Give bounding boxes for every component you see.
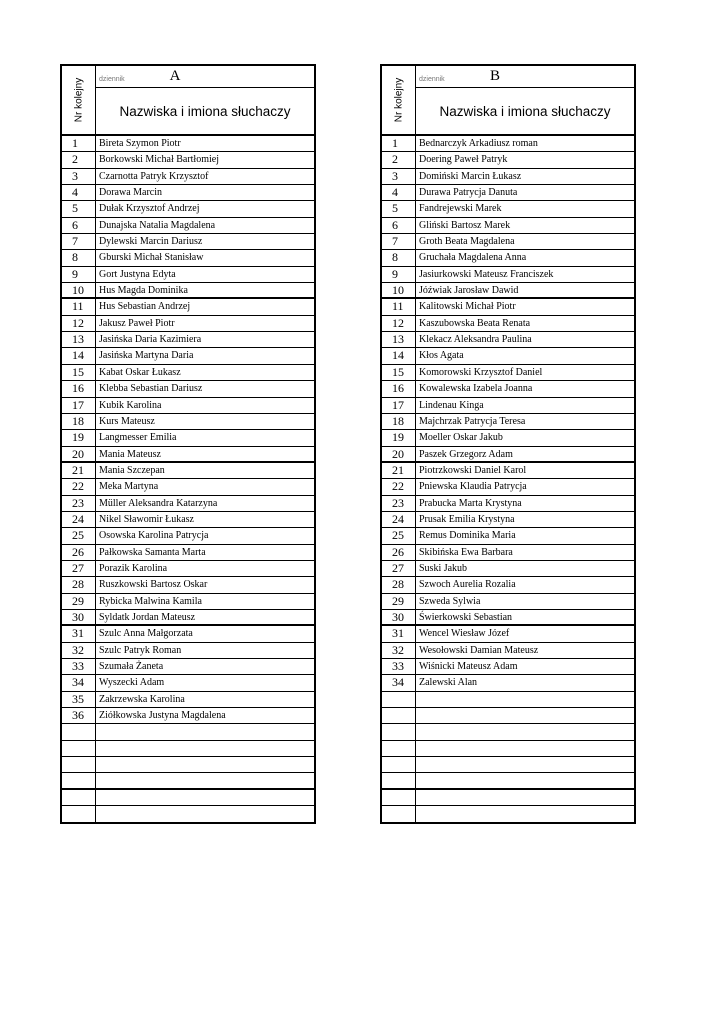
table-row	[62, 741, 314, 757]
student-name: Mania Mateusz	[99, 448, 161, 460]
table-row	[62, 299, 314, 315]
table-row	[382, 414, 634, 430]
student-name	[416, 773, 634, 787]
row-number: 6	[382, 218, 416, 233]
table-row	[382, 577, 634, 593]
student-name: Jakusz Paweł Piotr	[99, 317, 175, 329]
student-name: Dułak Krzysztof Andrzej	[99, 203, 200, 215]
student-name: Paszek Grzegorz Adam	[419, 448, 513, 460]
table-row	[62, 283, 314, 299]
row-number: 31	[62, 626, 96, 641]
row-number: 19	[382, 430, 416, 445]
student-name	[416, 741, 634, 756]
student-name: Zakrzewska Karolina	[99, 693, 185, 705]
student-name: Jóźwiak Jarosław Dawid	[419, 285, 519, 297]
student-name: Jasińska Daria Kazimiera	[99, 334, 202, 346]
student-name	[416, 692, 634, 707]
row-number: 35	[62, 692, 96, 707]
table-row	[382, 741, 634, 757]
row-number: 32	[382, 643, 416, 658]
student-name	[96, 806, 314, 822]
table-row	[382, 430, 634, 446]
table-row	[382, 267, 634, 283]
table-row	[62, 643, 314, 659]
table-row	[62, 561, 314, 577]
row-number	[62, 757, 96, 772]
student-name: Langmesser Emilia	[99, 432, 177, 444]
student-name: Klebba Sebastian Dariusz	[99, 383, 203, 395]
register-letter: B	[489, 68, 500, 84]
row-number: 13	[382, 332, 416, 347]
row-number: 13	[62, 332, 96, 347]
row-number: 5	[382, 201, 416, 216]
table-row	[62, 201, 314, 217]
table-row	[382, 724, 634, 740]
register-letter: A	[169, 68, 181, 84]
table-row	[62, 185, 314, 201]
student-name: Dorawa Marcin	[99, 187, 163, 199]
row-number: 24	[62, 512, 96, 527]
student-name: Ziółkowska Justyna Magdalena	[99, 710, 226, 722]
table-row	[62, 250, 314, 266]
row-number: 23	[62, 496, 96, 511]
row-number: 29	[382, 594, 416, 609]
nr-kolejny-label: Nr kolejny	[73, 77, 84, 123]
register-table-a	[60, 64, 316, 824]
table-row	[62, 757, 314, 773]
row-number	[62, 773, 96, 787]
row-number: 5	[62, 201, 96, 216]
student-name: Wiśnicki Mateusz Adam	[419, 661, 518, 672]
row-number: 11	[382, 299, 416, 314]
student-name: Nikel Sławomir Łukasz	[99, 513, 194, 525]
student-name: Wencel Wiesław Józef	[419, 628, 510, 640]
row-number	[382, 806, 416, 822]
row-number: 28	[382, 577, 416, 592]
student-name: Doering Paweł Patryk	[419, 154, 508, 166]
table-row	[62, 479, 314, 495]
student-name: Osowska Karolina Patrycja	[99, 530, 209, 542]
table-row	[62, 708, 314, 724]
student-name	[416, 757, 634, 772]
row-number: 31	[382, 626, 416, 641]
table-row	[382, 496, 634, 512]
row-number: 3	[382, 169, 416, 184]
student-name	[416, 724, 634, 739]
row-number: 34	[62, 675, 96, 690]
table-row	[382, 169, 634, 185]
row-number: 11	[62, 299, 96, 314]
student-name: Czarnotta Patryk Krzysztof	[99, 170, 209, 182]
row-number: 22	[62, 479, 96, 494]
row-number: 21	[382, 463, 416, 478]
table-row	[382, 561, 634, 577]
row-number	[62, 790, 96, 805]
student-name: Lindenau Kinga	[419, 399, 484, 411]
student-name: Skibińska Ewa Barbara	[419, 546, 513, 558]
table-row	[62, 675, 314, 691]
table-row	[382, 545, 634, 561]
row-number: 19	[62, 430, 96, 445]
row-number	[382, 741, 416, 756]
student-name: Zalewski Alan	[419, 677, 478, 689]
table-row	[382, 250, 634, 266]
row-number: 27	[62, 561, 96, 576]
table-row	[62, 528, 314, 544]
student-name: Wesołowski Damian Mateusz	[419, 644, 539, 656]
row-number: 12	[62, 316, 96, 331]
student-name: Jasińska Martyna Daria	[99, 350, 194, 362]
row-number: 33	[62, 659, 96, 674]
table-row	[62, 545, 314, 561]
table-row	[382, 757, 634, 773]
row-number: 20	[62, 447, 96, 461]
student-name: Moeller Oskar Jakub	[419, 432, 503, 444]
table-row	[62, 610, 314, 626]
row-number: 18	[382, 414, 416, 429]
table-row	[382, 790, 634, 806]
row-number	[62, 724, 96, 739]
student-name	[96, 757, 314, 772]
row-number: 33	[382, 659, 416, 674]
row-number	[382, 757, 416, 772]
student-name	[96, 724, 314, 739]
table-row	[62, 692, 314, 708]
student-name	[416, 790, 634, 805]
table-row	[62, 152, 314, 168]
row-number: 7	[382, 234, 416, 249]
row-number	[382, 708, 416, 723]
table-row	[62, 594, 314, 610]
student-name: Pałkowska Samanta Marta	[99, 546, 206, 558]
table-row	[382, 806, 634, 822]
student-list	[62, 136, 314, 822]
row-number: 18	[62, 414, 96, 429]
student-name: Prusak Emilia Krystyna	[419, 513, 515, 525]
student-name: Klekacz Aleksandra Paulina	[419, 334, 532, 346]
table-row	[382, 136, 634, 152]
row-number: 28	[62, 577, 96, 592]
student-name: Kurs Mateusz	[99, 415, 155, 427]
student-name: Domiński Marcin Łukasz	[419, 170, 522, 182]
table-row	[382, 659, 634, 675]
table-row	[382, 626, 634, 642]
table-row	[62, 463, 314, 479]
row-number: 30	[382, 610, 416, 624]
row-number: 14	[382, 348, 416, 363]
dziennik-label: dziennik	[99, 76, 125, 83]
table-row	[62, 365, 314, 381]
table-row	[382, 643, 634, 659]
row-number: 17	[382, 398, 416, 413]
row-number: 32	[62, 643, 96, 658]
student-name	[416, 708, 634, 723]
row-number: 3	[62, 169, 96, 184]
row-number: 12	[382, 316, 416, 331]
table-header	[62, 66, 314, 136]
student-name: Szulc Anna Małgorzata	[99, 628, 193, 640]
row-number: 10	[382, 283, 416, 297]
table-row	[382, 299, 634, 315]
student-name: Szwoch Aurelia Rozalia	[419, 579, 516, 591]
student-name: Wyszecki Adam	[99, 677, 165, 689]
row-number: 2	[382, 152, 416, 167]
student-name	[96, 773, 314, 787]
student-name: Rybicka Malwina Kamila	[99, 595, 202, 607]
table-row	[382, 528, 634, 544]
table-row	[62, 169, 314, 185]
student-name: Szulc Patryk Roman	[99, 644, 182, 656]
student-name: Dunajska Natalia Magdalena	[99, 219, 216, 231]
student-name: Porazik Karolina	[99, 562, 168, 574]
student-name: Gliński Bartosz Marek	[419, 219, 511, 231]
student-name: Dylewski Marcin Dariusz	[99, 236, 203, 248]
table-row	[382, 479, 634, 495]
student-name: Pniewska Klaudia Patrycja	[419, 481, 527, 493]
row-number: 8	[382, 250, 416, 265]
table-row	[62, 773, 314, 789]
table-row	[382, 316, 634, 332]
student-name: Bireta Szymon Piotr	[99, 138, 181, 149]
student-name: Gruchała Magdalena Anna	[419, 252, 527, 264]
row-number: 20	[382, 447, 416, 461]
table-row	[62, 512, 314, 528]
row-number: 7	[62, 234, 96, 249]
dziennik-label: dziennik	[419, 76, 445, 83]
table-row	[62, 724, 314, 740]
student-name: Gburski Michał Stanisław	[99, 252, 204, 264]
student-name: Kłos Agata	[419, 350, 464, 362]
table-row	[382, 398, 634, 414]
table-row	[62, 577, 314, 593]
names-column-title: Nazwiska i imiona słuchaczy	[119, 103, 291, 119]
table-row	[382, 675, 634, 691]
table-row	[62, 316, 314, 332]
register-id-row	[416, 66, 634, 88]
table-row	[62, 806, 314, 822]
table-row	[382, 708, 634, 724]
names-column-title: Nazwiska i imiona słuchaczy	[439, 103, 611, 119]
row-number	[62, 741, 96, 756]
student-name: Suski Jakub	[419, 562, 468, 574]
table-row	[62, 496, 314, 512]
row-number: 25	[62, 528, 96, 543]
student-name: Durawa Patrycja Danuta	[419, 187, 518, 199]
row-number	[382, 724, 416, 739]
table-row	[62, 381, 314, 397]
table-row	[382, 234, 634, 250]
student-name: Jasiurkowski Mateusz Franciszek	[419, 268, 554, 280]
nr-kolejny-label: Nr kolejny	[393, 77, 404, 123]
student-name: Piotrzkowski Daniel Karol	[419, 464, 527, 476]
table-row	[62, 447, 314, 463]
table-row	[382, 283, 634, 299]
table-row	[62, 430, 314, 446]
table-row	[62, 348, 314, 364]
table-row	[382, 773, 634, 789]
row-number: 14	[62, 348, 96, 363]
row-number: 30	[62, 610, 96, 624]
row-number: 29	[62, 594, 96, 609]
row-number: 16	[382, 381, 416, 396]
row-number: 6	[62, 218, 96, 233]
student-name: Fandrejewski Marek	[419, 203, 502, 215]
row-number: 2	[62, 152, 96, 167]
row-number	[382, 790, 416, 805]
table-row	[62, 267, 314, 283]
row-number: 15	[382, 365, 416, 380]
table-row	[382, 332, 634, 348]
table-row	[382, 365, 634, 381]
row-number: 9	[382, 267, 416, 282]
student-name: Kubik Karolina	[99, 399, 162, 411]
register-table-b	[380, 64, 636, 824]
student-name: Majchrzak Patrycja Teresa	[419, 415, 526, 427]
row-number: 24	[382, 512, 416, 527]
student-name: Syldatk Jordan Mateusz	[99, 611, 196, 623]
student-name: Kalitowski Michał Piotr	[419, 301, 516, 313]
student-name: Gort Justyna Edyta	[99, 268, 176, 280]
table-row	[382, 463, 634, 479]
table-row	[382, 610, 634, 626]
student-name: Bednarczyk Arkadiusz roman	[419, 138, 538, 149]
table-row	[382, 218, 634, 234]
table-row	[62, 136, 314, 152]
row-number	[62, 806, 96, 822]
student-name: Groth Beata Magdalena	[419, 236, 515, 248]
row-number: 10	[62, 283, 96, 297]
nr-column-header	[382, 66, 416, 134]
student-name: Kaszubowska Beata Renata	[419, 317, 531, 329]
row-number	[382, 773, 416, 787]
student-name: Meka Martyna	[99, 481, 159, 493]
row-number: 25	[382, 528, 416, 543]
table-row	[382, 447, 634, 463]
row-number: 22	[382, 479, 416, 494]
row-number: 23	[382, 496, 416, 511]
nr-column-header	[62, 66, 96, 134]
student-name: Kabat Oskar Łukasz	[99, 366, 181, 378]
table-row	[382, 512, 634, 528]
table-row	[62, 234, 314, 250]
student-name: Mania Szczepan	[99, 464, 165, 476]
row-number	[382, 692, 416, 707]
table-row	[382, 348, 634, 364]
student-name: Hus Sebastian Andrzej	[99, 301, 191, 313]
student-name	[96, 790, 314, 805]
row-number: 4	[62, 185, 96, 200]
table-row	[382, 201, 634, 217]
student-name: Borkowski Michał Bartłomiej	[99, 154, 219, 166]
student-name: Remus Dominika Maria	[419, 530, 516, 542]
student-name: Müller Aleksandra Katarzyna	[99, 497, 218, 509]
row-number: 15	[62, 365, 96, 380]
row-number: 4	[382, 185, 416, 200]
row-number: 8	[62, 250, 96, 265]
table-row	[62, 626, 314, 642]
row-number: 36	[62, 708, 96, 723]
table-row	[382, 381, 634, 397]
student-name	[416, 806, 634, 822]
student-name: Szweda Sylwia	[419, 595, 481, 607]
row-number: 26	[382, 545, 416, 560]
register-id-row	[96, 66, 314, 88]
row-number: 27	[382, 561, 416, 576]
table-row	[62, 790, 314, 806]
table-row	[382, 692, 634, 708]
row-number: 9	[62, 267, 96, 282]
student-name: Kowalewska Izabela Joanna	[419, 383, 533, 395]
student-name	[96, 741, 314, 756]
table-row	[62, 659, 314, 675]
student-name: Szumała Żaneta	[99, 661, 164, 672]
student-list	[382, 136, 634, 822]
row-number: 21	[62, 463, 96, 478]
student-name: Prabucka Marta Krystyna	[419, 497, 522, 509]
table-row	[382, 185, 634, 201]
row-number: 16	[62, 381, 96, 396]
table-row	[382, 594, 634, 610]
student-name: Komorowski Krzysztof Daniel	[419, 366, 543, 378]
row-number: 26	[62, 545, 96, 560]
student-name: Ruszkowski Bartosz Oskar	[99, 579, 208, 591]
table-row	[62, 218, 314, 234]
table-row	[382, 152, 634, 168]
row-number: 17	[62, 398, 96, 413]
row-number: 1	[62, 136, 96, 151]
student-name: Hus Magda Dominika	[99, 285, 188, 297]
table-header	[382, 66, 634, 136]
row-number: 34	[382, 675, 416, 690]
row-number: 1	[382, 136, 416, 151]
student-name: Świerkowski Sebastian	[419, 611, 513, 623]
table-row	[62, 414, 314, 430]
table-row	[62, 398, 314, 414]
table-row	[62, 332, 314, 348]
